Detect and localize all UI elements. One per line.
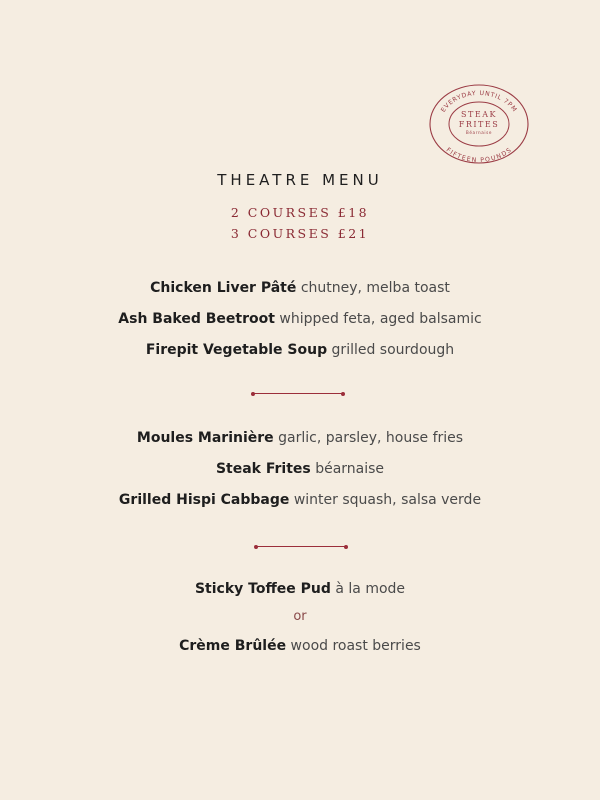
dish-description: chutney, melba toast: [300, 280, 450, 296]
dish-name: Grilled Hispi Cabbage: [118, 492, 290, 508]
main-item: [0, 492, 600, 508]
stamp-steak-text: STEAK: [461, 110, 497, 119]
or-separator: or: [293, 609, 307, 624]
menu-title: THEATRE MENU: [217, 171, 383, 189]
price-three-courses: 3 COURSES £21: [230, 226, 370, 241]
dish-name: Chicken Liver Pâté: [150, 280, 297, 296]
dish-description: winter squash, salsa verde: [293, 492, 482, 508]
stamp-bottom-text: FIFTEEN POUNDS: [444, 146, 514, 165]
price-two-courses: 2 COURSES £18: [230, 205, 370, 220]
dish-name: Moules Marinière: [136, 430, 274, 446]
dish-name: Firepit Vegetable Soup: [145, 342, 328, 358]
dish-description: béarnaise: [315, 461, 385, 477]
dish-name: Steak Frites: [215, 461, 311, 477]
stamp-top-text: EVERYDAY UNTIL 7PM: [439, 89, 519, 114]
dish-description: whipped feta, aged balsamic: [279, 311, 482, 327]
dish-name: Ash Baked Beetroot: [118, 311, 275, 327]
dish-description: grilled sourdough: [331, 342, 455, 358]
svg-text:FIFTEEN POUNDS: [445, 147, 514, 164]
dish-description: wood roast berries: [290, 638, 421, 654]
steak-frites-stamp: [427, 82, 531, 166]
starter-item: [0, 311, 600, 327]
starter-item: [0, 342, 600, 358]
dish-description: à la mode: [335, 581, 406, 597]
section-divider: [253, 393, 343, 394]
stamp-frites-text: FRITES: [458, 120, 500, 129]
dish-description: garlic, parsley, house fries: [278, 430, 464, 446]
starter-item: [0, 280, 600, 296]
dessert-item: [0, 638, 600, 654]
main-item: [0, 430, 600, 446]
section-divider: [256, 546, 346, 547]
dish-name: Crème Brûlée: [179, 638, 287, 654]
dessert-item: [0, 581, 600, 597]
main-item: [0, 461, 600, 477]
dish-name: Sticky Toffee Pud: [194, 581, 331, 597]
stamp-bearnaise-text: Béarnaise: [465, 130, 493, 135]
